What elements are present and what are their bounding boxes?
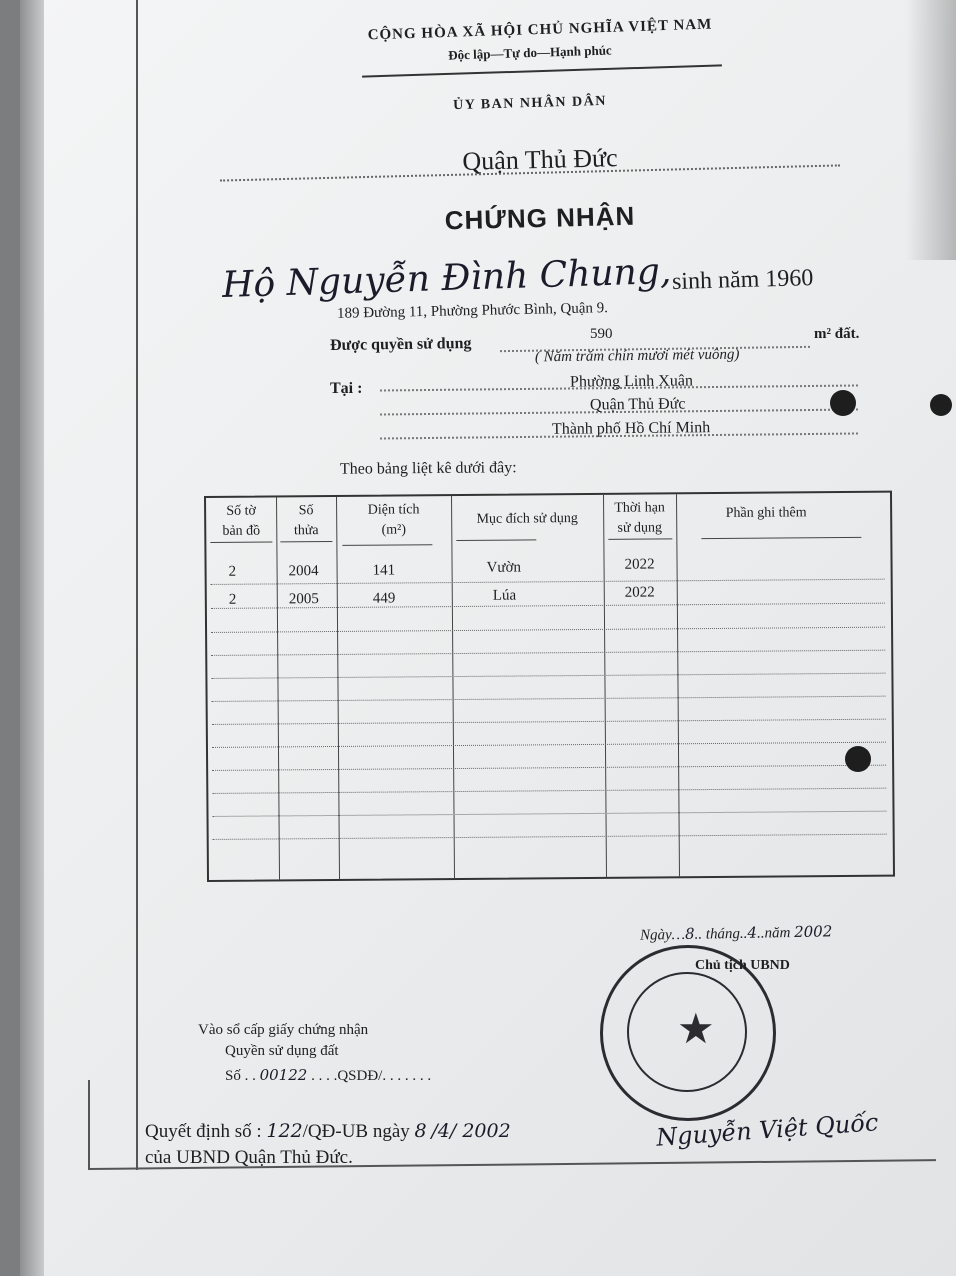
row2-plot: 2005 xyxy=(288,591,319,608)
row1-purpose: Vườn xyxy=(486,559,522,576)
punch-hole xyxy=(845,746,871,772)
header-underline xyxy=(701,537,861,539)
punch-hole xyxy=(930,394,952,416)
reg-number-value: 00122 xyxy=(259,1066,308,1084)
reg-number-suffix: QSDĐ/ xyxy=(337,1068,383,1084)
republic-heading: CỘNG HÒA XÃ HỘI CHỦ NGHĨA VIỆT NAM xyxy=(367,16,713,44)
header-term-line1: Thời hạn xyxy=(614,500,665,516)
row-line xyxy=(212,742,886,748)
frame-line xyxy=(136,0,138,1170)
listing-intro: Theo bảng liệt kê dưới đây: xyxy=(339,459,517,478)
location-label: Tại : xyxy=(330,380,363,397)
row-line xyxy=(211,627,885,633)
decision-issuer: của UBND Quận Thủ Đức. xyxy=(145,1147,353,1168)
paper-edge xyxy=(20,0,44,1276)
header-area-line1: Diện tích xyxy=(367,502,420,518)
land-parcel-table xyxy=(204,491,895,882)
row1-area: 141 xyxy=(372,562,396,579)
chairman-title: Chủ tịch UBND xyxy=(695,958,790,973)
area-unit: m² đất. xyxy=(814,326,860,342)
header-area-line2: (m²) xyxy=(381,522,407,538)
month-label: tháng xyxy=(705,925,741,943)
row-line xyxy=(212,696,886,702)
row-line xyxy=(212,765,886,771)
row-line xyxy=(211,673,885,679)
date-year: 2002 xyxy=(793,922,833,941)
header-term xyxy=(603,498,676,539)
certificate-title: CHỨNG NHẬN xyxy=(444,200,636,236)
row2-purpose: Lúa xyxy=(492,587,517,604)
motto: Độc lập—Tự do—Hạnh phúc xyxy=(448,42,612,63)
star-icon: ★ xyxy=(677,1007,715,1053)
location-ward: Phường Linh Xuân xyxy=(569,372,693,391)
issue-date: Ngày…8.. tháng..4..năm 2002 xyxy=(639,922,833,944)
header-sheet-line2: bản đồ xyxy=(222,523,261,539)
header-underline xyxy=(608,538,672,540)
row2-area: 449 xyxy=(372,590,396,607)
date-prefix: Ngày xyxy=(639,927,672,944)
row1-term: 2022 xyxy=(624,556,655,573)
row1-plot: 2004 xyxy=(288,563,319,580)
registration-number: Số . . 00122 . . . .QSDĐ/. . . . . . . xyxy=(225,1066,432,1084)
decision-mid: /QĐ-UB ngày xyxy=(302,1121,410,1142)
punch-hole xyxy=(830,390,856,416)
decision-date: /4/ 2002 xyxy=(431,1120,511,1142)
row-line xyxy=(213,811,887,817)
header-notes: Phần ghi thêm xyxy=(725,505,807,521)
rights-label: Được quyền sử dụng xyxy=(329,335,472,354)
row-line xyxy=(212,719,886,725)
decision-line xyxy=(145,1120,511,1143)
date-month: 4 xyxy=(747,923,758,942)
header-sheet xyxy=(206,501,276,542)
header-plot-line1: Số xyxy=(298,503,314,519)
year-label: năm xyxy=(764,925,791,942)
header-plot xyxy=(276,501,336,541)
decision-number: 122 xyxy=(266,1120,303,1142)
table-divider xyxy=(676,494,680,876)
table-divider xyxy=(336,497,340,879)
header-purpose: Mục đích sử dụng xyxy=(476,511,578,527)
row1-sheet: 2 xyxy=(228,563,237,580)
seal-inner-ring xyxy=(627,972,747,1092)
header-underline xyxy=(456,539,536,541)
header-underline xyxy=(342,544,432,546)
frame-line xyxy=(88,1080,90,1170)
header-term-line2: sử dụng xyxy=(617,520,663,536)
holder-name: Hộ Nguyễn Đình Chung, xyxy=(221,250,672,307)
location-district: Quận Thủ Đức xyxy=(589,395,686,414)
registration-line2: Quyền sử dụng đất xyxy=(225,1043,339,1059)
table-divider xyxy=(276,497,280,879)
row-line xyxy=(213,834,887,840)
area-value: 590 xyxy=(590,326,613,342)
row-line xyxy=(211,650,885,656)
district-heading: Quận Thủ Đức xyxy=(462,143,618,176)
registration-line1: Vào sổ cấp giấy chứng nhận xyxy=(198,1022,369,1038)
row-line xyxy=(212,788,886,794)
signer-name: Nguyễn Việt Quốc xyxy=(655,1108,880,1152)
date-day: 8 xyxy=(684,924,695,943)
holder-birth: sinh năm 1960 xyxy=(671,265,814,295)
holder-address: 189 Đường 11, Phường Phước Bình, Quận 9. xyxy=(336,300,609,322)
header-underline xyxy=(280,541,332,542)
decision-day: 8 xyxy=(414,1120,427,1142)
header-underline xyxy=(210,541,272,542)
row2-sheet: 2 xyxy=(228,591,237,608)
page-shadow xyxy=(906,0,956,260)
header-plot-line2: thửa xyxy=(293,523,319,539)
reg-number-prefix: Số xyxy=(225,1068,241,1084)
table-divider xyxy=(603,495,607,877)
committee-heading: ỦY BAN NHÂN DÂN xyxy=(452,93,608,114)
area-in-words: ( Năm trăm chín mươi mét vuông) xyxy=(534,346,740,366)
decision-prefix: Quyết định số : xyxy=(145,1121,262,1142)
location-city: Thành phố Hồ Chí Minh xyxy=(551,419,711,438)
header-sheet-line1: Số tờ xyxy=(226,503,256,519)
row2-term: 2022 xyxy=(624,584,655,601)
table-divider xyxy=(451,496,455,878)
header-area xyxy=(336,500,451,541)
